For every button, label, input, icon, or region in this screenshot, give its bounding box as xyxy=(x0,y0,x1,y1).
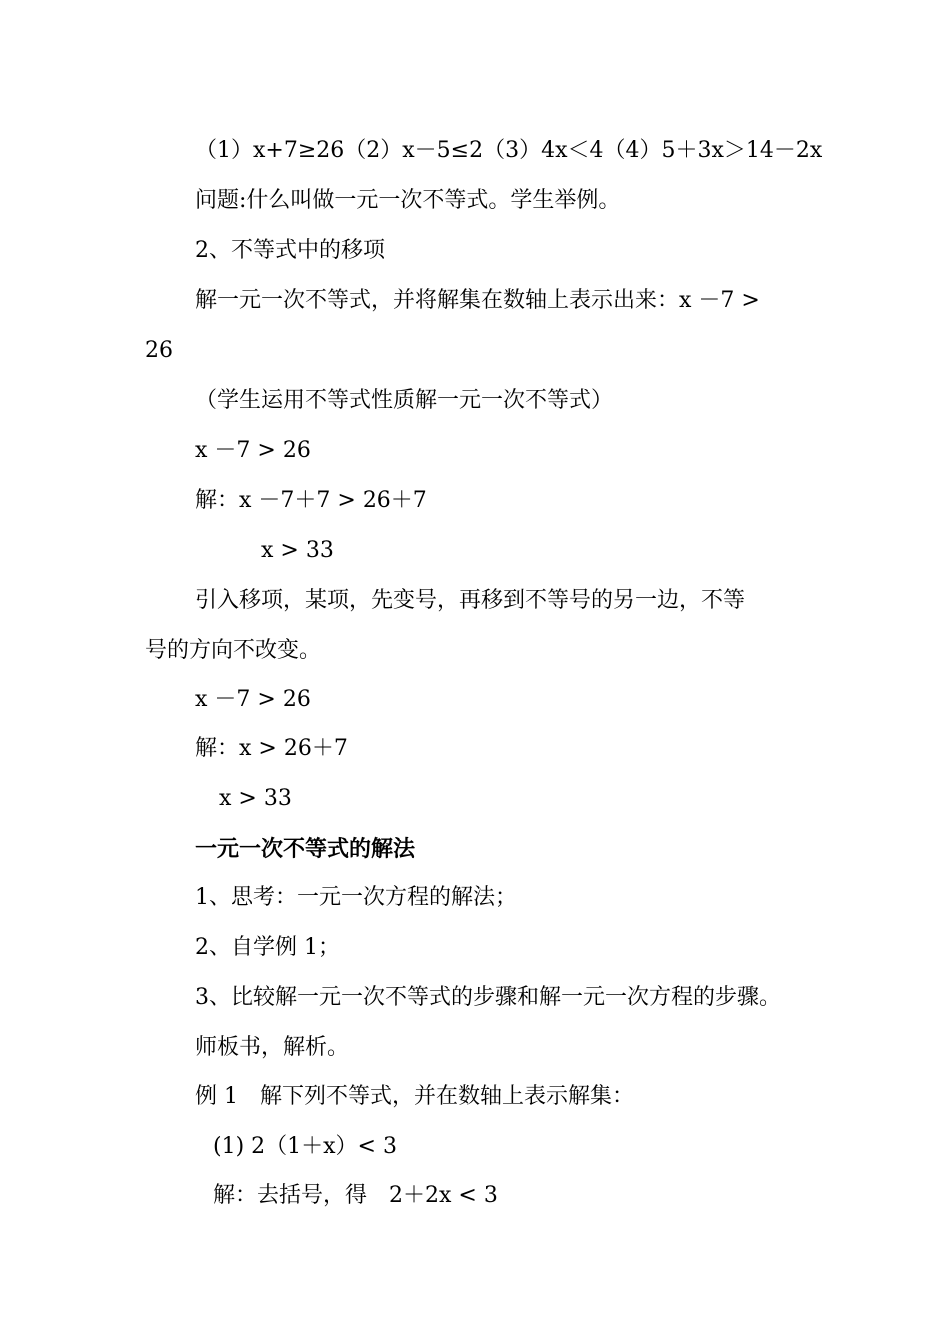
section-heading-solving: 一元一次不等式的解法 xyxy=(195,836,416,862)
step-think-line: 1、思考：一元一次方程的解法； xyxy=(195,885,517,910)
student-note-line: （学生运用不等式性质解一元一次不等式） xyxy=(195,388,614,413)
question-line: 问题:什么叫做一元一次不等式。学生举例。 xyxy=(195,188,621,213)
example-solution-line: 解：去括号，得 2＋2x < 3 xyxy=(213,1183,498,1208)
solution-step-line: 解：x －7＋7 > 26＋7 xyxy=(195,488,427,513)
transposition-rule-continued: 号的方向不改变。 xyxy=(145,638,322,663)
transposition-rule-line: 引入移项，某项，先变号，再移到不等号的另一边，不等 xyxy=(195,588,746,613)
step-self-study-line: 2、自学例 1； xyxy=(195,935,340,960)
solution-result-line: x > 33 xyxy=(261,538,334,563)
task-line: 解一元一次不等式，并将解集在数轴上表示出来：x －7 > xyxy=(195,288,760,313)
example-problem-line: (1) 2（1＋x）< 3 xyxy=(213,1134,397,1159)
section-heading-transposition: 2、不等式中的移项 xyxy=(195,238,385,263)
task-line-continued: 26 xyxy=(145,338,173,363)
example-heading-line: 例 1 解下列不等式，并在数轴上表示解集： xyxy=(195,1084,634,1109)
inequality-examples-line: （1）x+7≥26（2）x－5≤2（3）4x＜4（4）5＋3x＞14－2x xyxy=(195,138,823,163)
solution-step-line-2: 解：x > 26＋7 xyxy=(195,736,348,761)
inequality-line: x －7 > 26 xyxy=(195,438,311,463)
teacher-note-line: 师板书，解析。 xyxy=(195,1035,350,1060)
solution-result-line-2: x > 33 xyxy=(219,786,292,811)
inequality-line-2: x －7 > 26 xyxy=(195,687,311,712)
step-compare-line: 3、比较解一元一次不等式的步骤和解一元一次方程的步骤。 xyxy=(195,985,781,1010)
